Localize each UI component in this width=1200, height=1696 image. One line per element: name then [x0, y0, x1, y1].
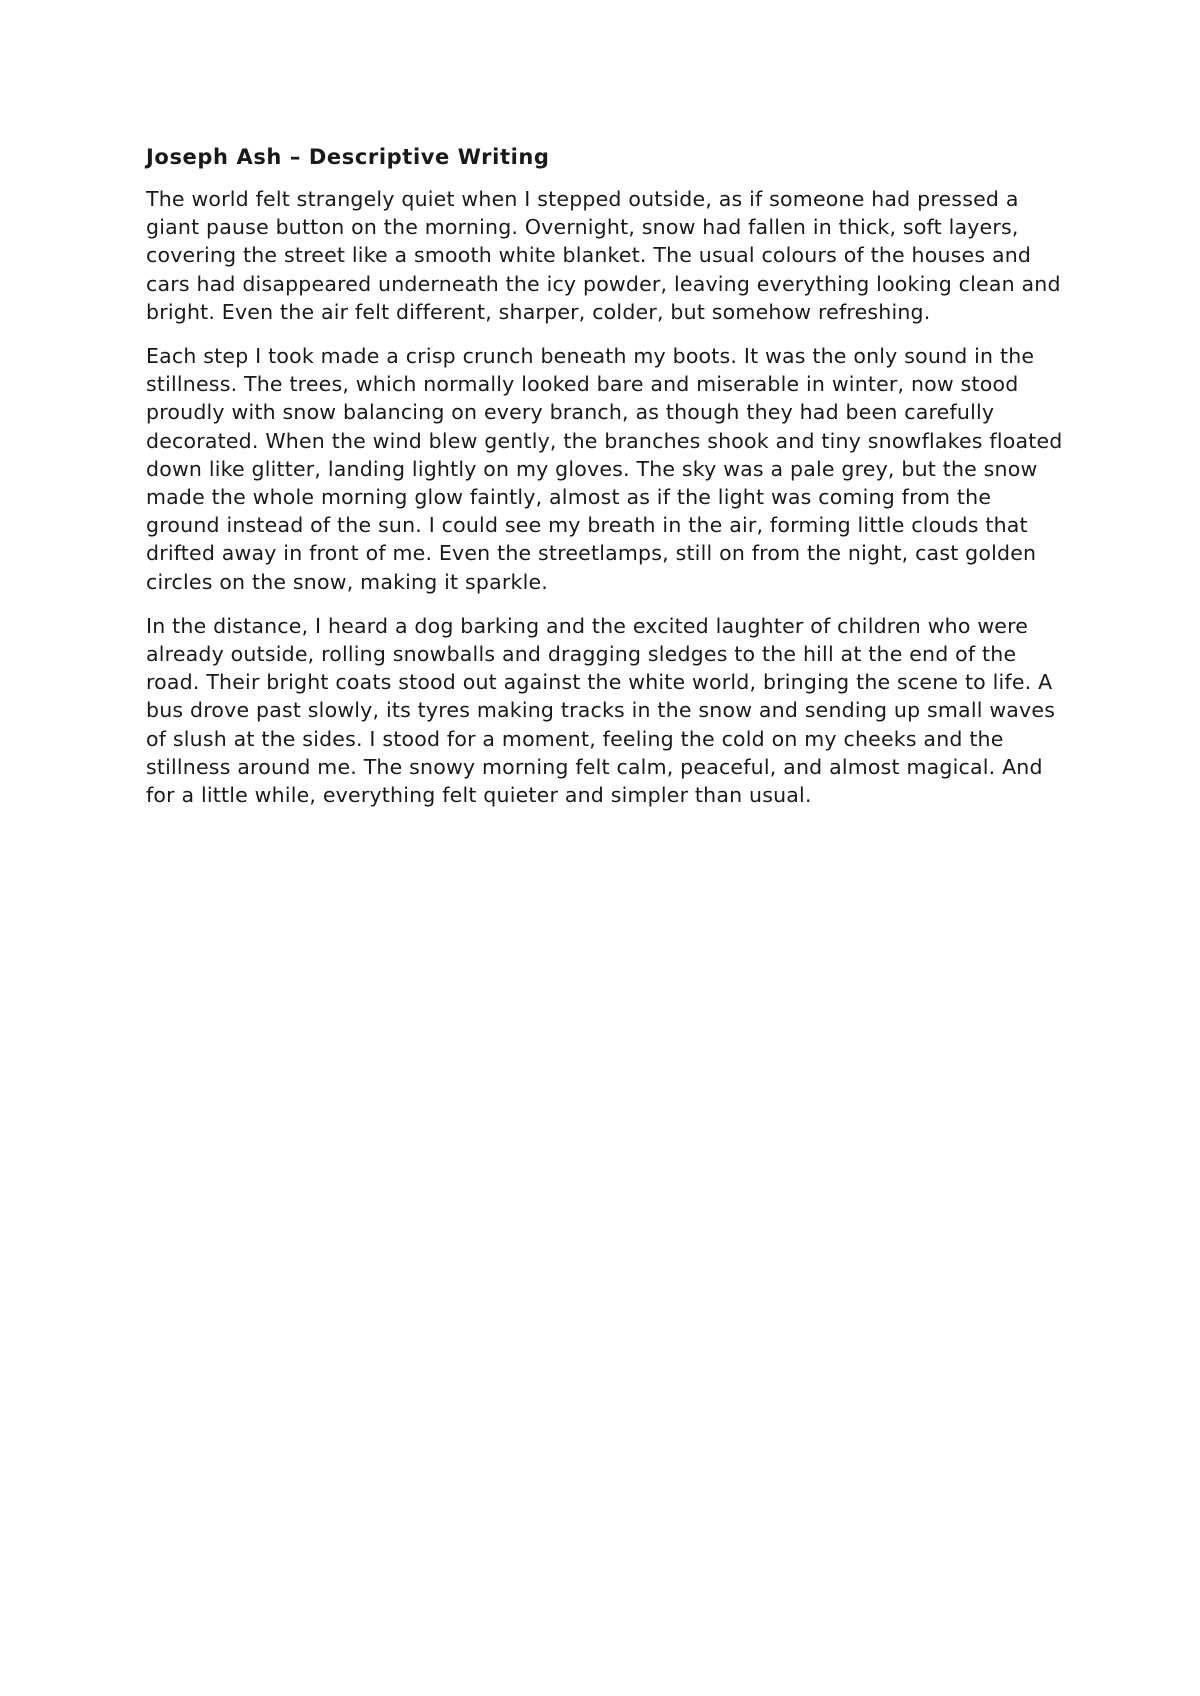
paragraph-2: Each step I took made a crisp crunch beneath my boots. It was the only sound in the stillness. The trees, which normally looked bare and miserable in winter, now stood proudly with snow balancing on every branch, as though they had been carefully decorated. When the wind blew gently, the branches shook and tiny snowflakes floated down like glitter, landing lightly on my gloves. The sky was a pale grey, but the snow made the whole morning glow faintly, almost as if the light was coming from the ground instead of the sun. I could see my breath in the air, forming little clouds that drifted away in front of me. Even the streetlamps, still on from the night, cast golden circles on the snow, making it sparkle.	[146, 344, 1063, 594]
document-title: Joseph Ash – Descriptive Writing	[146, 145, 550, 169]
paragraph-3: In the distance, I heard a dog barking and the excited laughter of children who were already outside, rolling snowballs and dragging sledges to the hill at the end of the road. Their bright coats stood out against the white world, bringing the scene to life. A bus drove past slowly, its tyres making tracks in the snow and sending up small waves of slush at the sides. I stood for a moment, feeling the cold on my cheeks and the stillness around me. The snowy morning felt calm, peaceful, and almost magical. And for a little while, everything felt quieter and simpler than usual.	[146, 613, 1056, 808]
paragraph-1: The world felt strangely quiet when I stepped outside, as if someone had pressed a giant pause button on the morning. Overnight, snow had fallen in thick, soft layers, covering the street like a smooth white blanket. The usual colours of the houses and cars had disappeared underneath the icy powder, leaving everything looking clean and bright. Even the air felt different, sharper, colder, but somehow refreshing.	[146, 187, 1061, 324]
document-body	[146, 143, 1066, 825]
